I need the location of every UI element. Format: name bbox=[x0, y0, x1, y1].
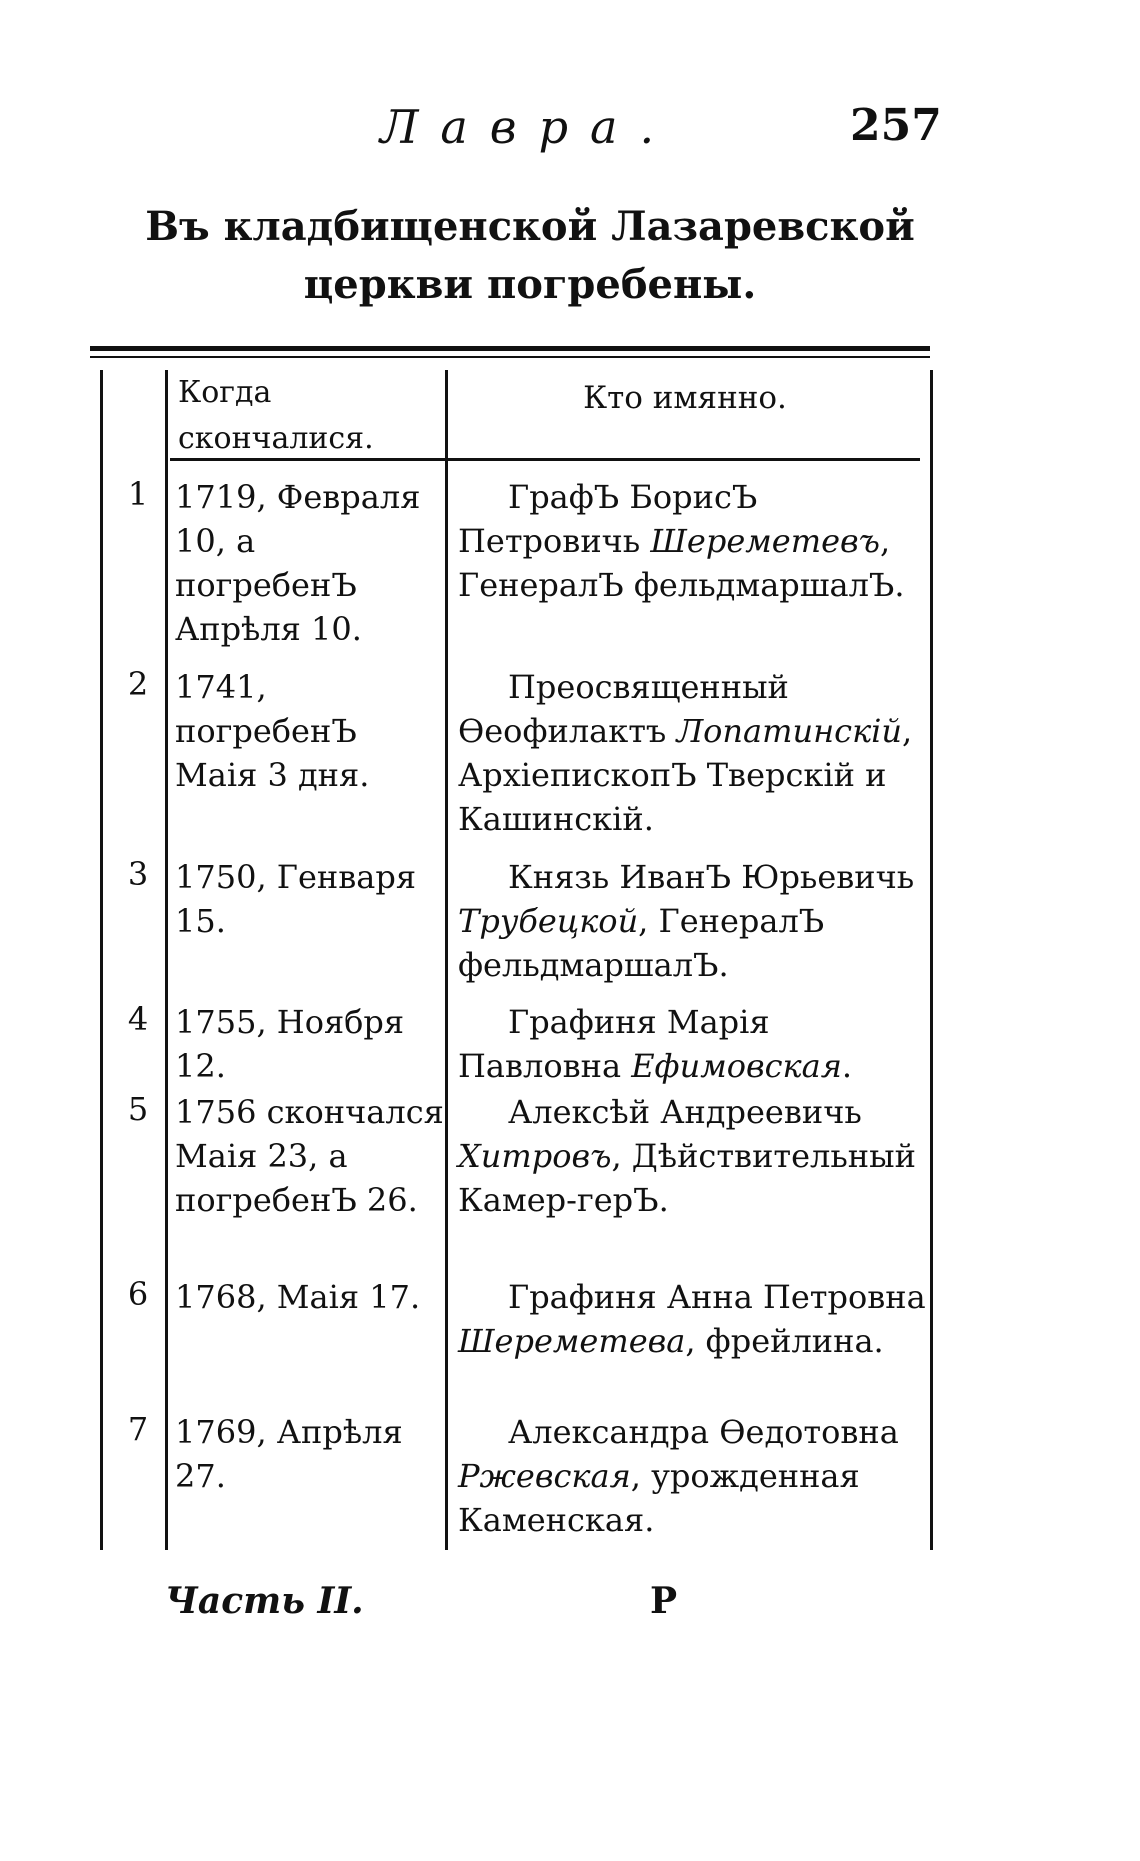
row-number: 5 bbox=[127, 1090, 149, 1128]
table-right-rule bbox=[930, 370, 933, 1550]
person-title: . bbox=[841, 1047, 853, 1085]
row-date: 1769, Апрѣля 27. bbox=[175, 1413, 403, 1495]
person-surname: Трубецкой bbox=[458, 902, 639, 940]
table-top-rule bbox=[90, 346, 930, 351]
row-number: 3 bbox=[127, 855, 149, 893]
row-person bbox=[458, 475, 928, 607]
row-number: 6 bbox=[127, 1275, 149, 1313]
row-person bbox=[458, 855, 928, 987]
person-title: , фрейлина. bbox=[685, 1322, 884, 1360]
person-surname: Лопатинскій bbox=[676, 712, 903, 750]
column-header-who: Кто имянно. bbox=[583, 380, 787, 416]
column-header-when: Когда скончалися. bbox=[178, 375, 374, 456]
row-date: 1755, Ноября 12. bbox=[175, 1003, 405, 1085]
person-name: ГрафЪ БорисЪ Петровичь bbox=[458, 478, 758, 560]
section-title-line-1: Въ кладбищенской Лазаревской bbox=[145, 203, 915, 250]
person-title: , АрхіепископЪ Тверскій и Кашинскій. bbox=[458, 712, 913, 838]
date-column-rule bbox=[445, 370, 448, 1550]
row-date: 1741, погребенЪ Маія 3 дня. bbox=[175, 668, 370, 794]
row-number: 7 bbox=[127, 1410, 149, 1448]
footer-signature-mark: Р bbox=[650, 1580, 678, 1622]
footer-part-label: Часть II. bbox=[165, 1580, 364, 1622]
table-top-rule-thin bbox=[90, 356, 930, 358]
row-person bbox=[458, 1090, 928, 1222]
section-title bbox=[100, 198, 960, 314]
person-title: , урожденная Каменская. bbox=[458, 1457, 860, 1539]
row-date: 1750, Генваря 15. bbox=[175, 858, 416, 940]
section-title-line-2: церкви погребены. bbox=[303, 261, 757, 308]
running-head: Лавра. bbox=[380, 100, 677, 154]
row-person bbox=[458, 1000, 928, 1088]
person-title: , ГенералЪ фельдмаршалЪ. bbox=[458, 902, 825, 984]
row-date: 1756 скончался Маія 23, а погребенЪ 26. bbox=[175, 1093, 444, 1219]
person-name: Графиня Марія Павловна bbox=[458, 1003, 770, 1085]
person-name: Князь ИванЪ Юрьевичь bbox=[508, 858, 915, 896]
row-person bbox=[458, 1275, 928, 1363]
row-date: 1768, Маія 17. bbox=[175, 1278, 421, 1316]
number-column-rule bbox=[165, 370, 168, 1550]
row-number: 1 bbox=[127, 475, 149, 513]
person-name: Александра Ѳедотовна bbox=[508, 1413, 899, 1451]
page-number: 257 bbox=[850, 100, 942, 151]
person-surname: Ржевская bbox=[458, 1457, 631, 1495]
table-left-rule bbox=[100, 370, 103, 1550]
person-surname: Шереметевъ bbox=[650, 522, 880, 560]
person-title: , ГенералЪ фельдмаршалЪ. bbox=[458, 522, 905, 604]
person-surname: Хитровъ bbox=[458, 1137, 612, 1175]
person-name: Алексѣй Андреевичь bbox=[508, 1093, 862, 1131]
row-person bbox=[458, 665, 928, 841]
row-number: 4 bbox=[127, 1000, 149, 1038]
person-name: Графиня Анна Петровна bbox=[508, 1278, 926, 1316]
row-person bbox=[458, 1410, 928, 1542]
person-surname: Ефимовская bbox=[631, 1047, 842, 1085]
row-date: 1719, Февраля 10, а погребенЪ Апрѣля 10. bbox=[175, 478, 421, 648]
person-title: , Дѣйствительный Камер-герЪ. bbox=[458, 1137, 916, 1219]
person-surname: Шереметева bbox=[458, 1322, 686, 1360]
person-name: Преосвященный Ѳеофилактъ bbox=[458, 668, 789, 750]
row-number: 2 bbox=[127, 665, 149, 703]
